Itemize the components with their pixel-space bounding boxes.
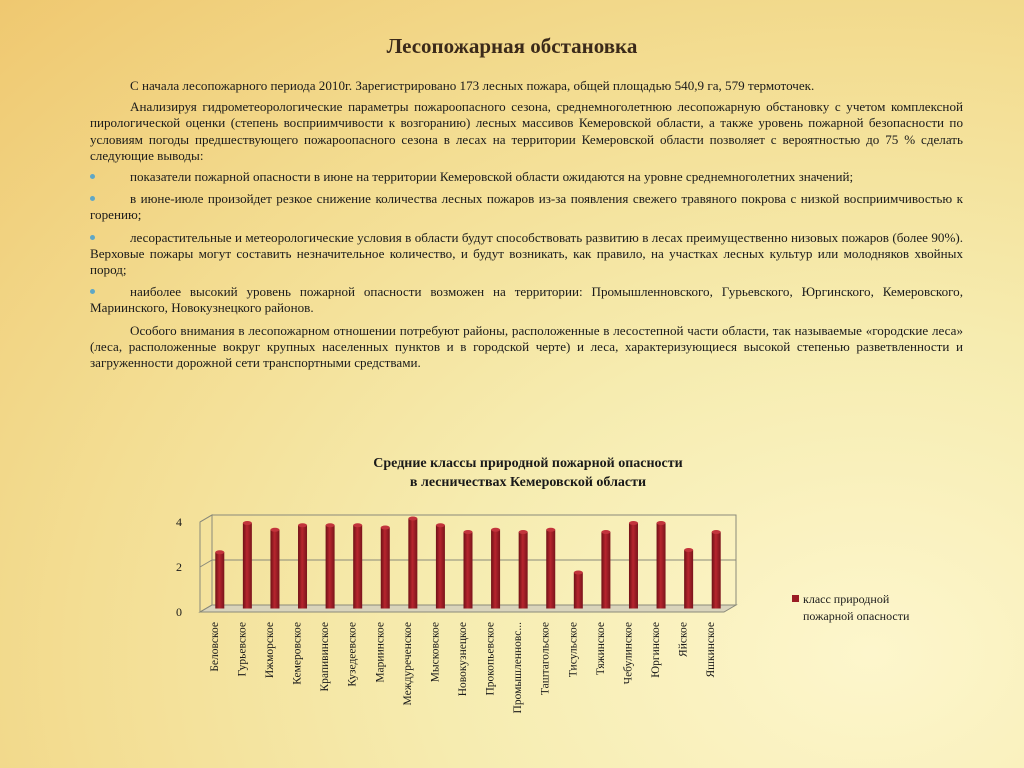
bar [215, 552, 224, 608]
bar-top [712, 530, 721, 534]
x-tick-label: Мариинское [374, 622, 387, 683]
bar [629, 523, 638, 609]
x-tick-label: Междуреченское [401, 622, 414, 706]
bar [657, 523, 666, 609]
paragraph-closing: Особого внимания в лесопожарном отношении потребуют районы, расположенные в лесостепной части области, так называемые «городские леса» (леса, расположенные вокруг крупных населенных пунктов и в городской черте) и леса, характеризующиеся высокой степенью разветвленности и загруженности дорожной сети транспортными средствами. [90, 322, 963, 371]
bar [243, 523, 252, 609]
bar-top [491, 528, 500, 532]
x-tick-label: Кемеровское [291, 622, 304, 685]
x-tick-label: Ижморское [263, 622, 276, 679]
bar-top [464, 530, 473, 534]
x-tick-label: Кузедеевское [346, 622, 359, 687]
plot-area [176, 515, 736, 713]
bar-top [353, 523, 362, 527]
bar-top [436, 523, 445, 527]
bullet-text: наиболее высокий уровень пожарной опасности возможен на территории: Промышленновского, Гурьевского, Юргинского, Кемеровского, Мариинского, Новокузнецкого районов. [90, 284, 963, 316]
x-tick-label: Чебулинское [622, 622, 635, 685]
bar [519, 532, 528, 609]
bar [436, 525, 445, 608]
bar [712, 532, 721, 609]
chart-subtitle: в лесничествах Кемеровской области [409, 475, 647, 490]
bar-top [215, 550, 224, 554]
bar-top [298, 523, 307, 527]
bar [491, 530, 500, 609]
x-tick-label: Гурьевское [236, 622, 249, 677]
bar-top [243, 521, 252, 525]
y-tick-label: 2 [176, 560, 182, 574]
bar-top [684, 548, 693, 552]
bar-top [574, 571, 583, 575]
bar-top [408, 517, 417, 521]
bar [601, 532, 610, 609]
bar [464, 532, 473, 609]
legend [792, 592, 910, 623]
gridline [200, 515, 736, 522]
bar-top [601, 530, 610, 534]
x-tick-label: Таштагольское [539, 622, 552, 696]
bar [381, 528, 390, 609]
x-tick-label: Мысковское [429, 622, 442, 683]
y-tick-label: 4 [176, 515, 182, 529]
bar [546, 530, 555, 609]
legend-swatch [792, 595, 799, 602]
chart-title: Средние классы природной пожарной опасности [373, 456, 683, 471]
bullet-text: показатели пожарной опасности в июне на территории Кемеровской области ожидаются на уровне среднемноголетних значений; [130, 169, 854, 185]
legend-label-line-2: пожарной опасности [803, 609, 910, 623]
x-tick-label: Прокопьевское [484, 622, 497, 696]
bar [270, 530, 279, 609]
bullet-text: в июне-июле произойдет резкое снижение количества лесных пожаров из-за появления свежего травяного покрова с низкой восприимчивостью к горению; [90, 191, 963, 223]
x-tick-label: Тяжинское [594, 622, 607, 676]
bar [408, 519, 417, 609]
bar-top [519, 530, 528, 534]
bar-top [657, 521, 666, 525]
y-tick-label: 0 [176, 605, 182, 619]
x-tick-label: Яйское [677, 622, 690, 657]
x-tick-label: Новокузнецкое [457, 622, 469, 697]
x-tick-label: Тисульское [567, 622, 580, 678]
bar-top [546, 528, 555, 532]
bullet-text: лесорастительные и метеорологические условия в области будут способствовать развитию в лесах преимущественно низовых пожаров (более 90%). Верховые пожары могут составить незначительное количество, и будут возникать, как правило, на участках лесных культур или молодняков хвойных пород; [90, 229, 963, 278]
x-tick-label: Беловское [208, 622, 221, 672]
bar [326, 525, 335, 608]
bar [353, 525, 362, 608]
bar-top [629, 521, 638, 525]
bar [684, 550, 693, 609]
paragraph-analysis: Анализируя гидрометеорологические параметры пожароопасного сезона, среднемноголетнюю лесопожарную обстановку с учетом комплексной пирологической оценки (степень восприимчивости к возгоранию) лесных массивов Кемеровской области, а также уровень пожарной безопасности по условиям погоды предшествующего пожароопасного сезона в лесах на территории Кемеровской области позволяет с вероятностью до 75 % сделать следующие выводы: [90, 99, 963, 163]
bar-top [381, 526, 390, 530]
x-tick-label: Яшкинское [705, 622, 718, 678]
bar [298, 525, 307, 608]
x-tick-label: Крапивинское [319, 622, 332, 692]
legend-label-line-1: класс природной [803, 592, 890, 606]
x-tick-label: Промышленновс... [512, 622, 525, 714]
x-tick-label: Юргинское [650, 622, 663, 678]
bar-top [270, 528, 279, 532]
bar-top [326, 523, 335, 527]
page-title: Лесопожарная обстановка [386, 34, 638, 58]
paragraph-intro: С начала лесопожарного периода 2010г. Зарегистрировано 173 лесных пожара, общей площадью 540,9 га, 579 термоточек. [130, 78, 815, 93]
bar [574, 573, 583, 609]
